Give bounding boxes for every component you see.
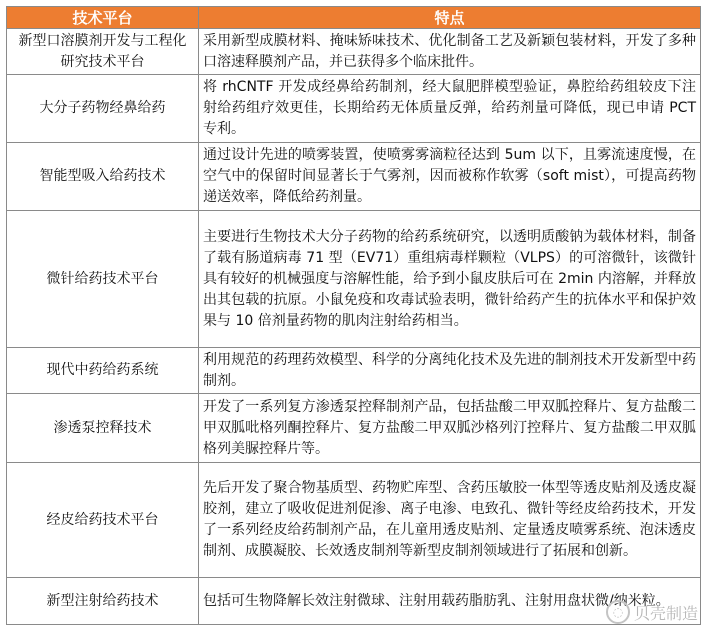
table-row xyxy=(7,578,701,625)
watermark-text: 贝壳制造 xyxy=(633,603,698,623)
platform-cell: 经皮给药技术平台 xyxy=(7,463,199,578)
feature-cell: 将 rhCNTF 开发成经鼻给药制剂，经大鼠肥胖模型验证，鼻腔给药组较皮下注射给药组疗效更佳，长期给药无体质量反弹，给药剂量可降低，现已申请 PCT 专利。 xyxy=(199,75,701,143)
table-row xyxy=(7,348,701,394)
platform-cell: 大分子药物经鼻给药 xyxy=(7,75,199,143)
table-row xyxy=(7,143,701,211)
platform-cell: 现代中药给药系统 xyxy=(7,348,199,394)
watermark xyxy=(606,600,698,624)
platform-cell: 智能型吸入给药技术 xyxy=(7,143,199,211)
platform-cell: 新型口溶膜剂开发与工程化研究技术平台 xyxy=(7,29,199,75)
feature-cell: 开发了一系列复方渗透泵控释制剂产品，包括盐酸二甲双胍控释片、复方盐酸二甲双胍吡格列酮控释片、复方盐酸二甲双胍沙格列汀控释片、复方盐酸二甲双胍格列美脲控释片等。 xyxy=(199,394,701,463)
shell-logo-icon: ◌ xyxy=(606,600,630,624)
drug-delivery-platform-table xyxy=(6,6,701,625)
feature-cell: 先后开发了聚合物基质型、药物贮库型、含药压敏胶一体型等透皮贴剂及透皮凝胶剂，建立了吸收促进剂促渗、离子电渗、电致孔、微针等经皮给药技术，开发了一系列经皮给药制剂产品，在儿童用透皮贴剂、定量透皮喷雾系统、泡沫透皮制剂、成膜凝胶、长效透皮制剂等新型皮制剂领域进行了拓展和创新。 xyxy=(199,463,701,578)
platform-cell: 新型注射给药技术 xyxy=(7,578,199,625)
feature-cell: 利用规范的药理药效模型、科学的分离纯化技术及先进的制剂技术开发新型中药制剂。 xyxy=(199,348,701,394)
table-row xyxy=(7,29,701,75)
platform-cell: 微针给药技术平台 xyxy=(7,211,199,348)
header-platform: 技术平台 xyxy=(7,7,199,29)
platform-cell: 渗透泵控释技术 xyxy=(7,394,199,463)
table-row xyxy=(7,211,701,348)
feature-cell: 包括可生物降解长效注射微球、注射用载药脂肪乳、注射用盘状微/纳米粒。 xyxy=(199,578,701,625)
feature-cell: 通过设计先进的喷雾装置，使喷雾雾滴粒径达到 5um 以下，且雾流速度慢，在空气中的保留时间显著长于气雾剂，因而被称作软雾（soft mist），可提高药物递送效率，降低给药剂量。 xyxy=(199,143,701,211)
table-row xyxy=(7,75,701,143)
feature-cell: 主要进行生物技术大分子药物的给药系统研究，以透明质酸钠为载体材料，制备了载有肠道病毒 71 型（EV71）重组病毒样颗粒（VLPS）的可溶微针，该微针具有较好的机械强度与溶解性能，给予到小鼠皮肤后可在 2min 内溶解，并释放出其包载的抗原。小鼠免疫和攻毒试验表明，微针给药产生的抗体水平和保护效果与 10 倍剂量药物的肌肉注射给药相当。 xyxy=(199,211,701,348)
feature-cell: 采用新型成膜材料、掩味矫味技术、优化制备工艺及新颖包装材料，开发了多种口溶速释膜剂产品，并已获得多个临床批件。 xyxy=(199,29,701,75)
table-row xyxy=(7,463,701,578)
table-row xyxy=(7,394,701,463)
header-row xyxy=(7,7,701,29)
header-features: 特点 xyxy=(199,7,701,29)
